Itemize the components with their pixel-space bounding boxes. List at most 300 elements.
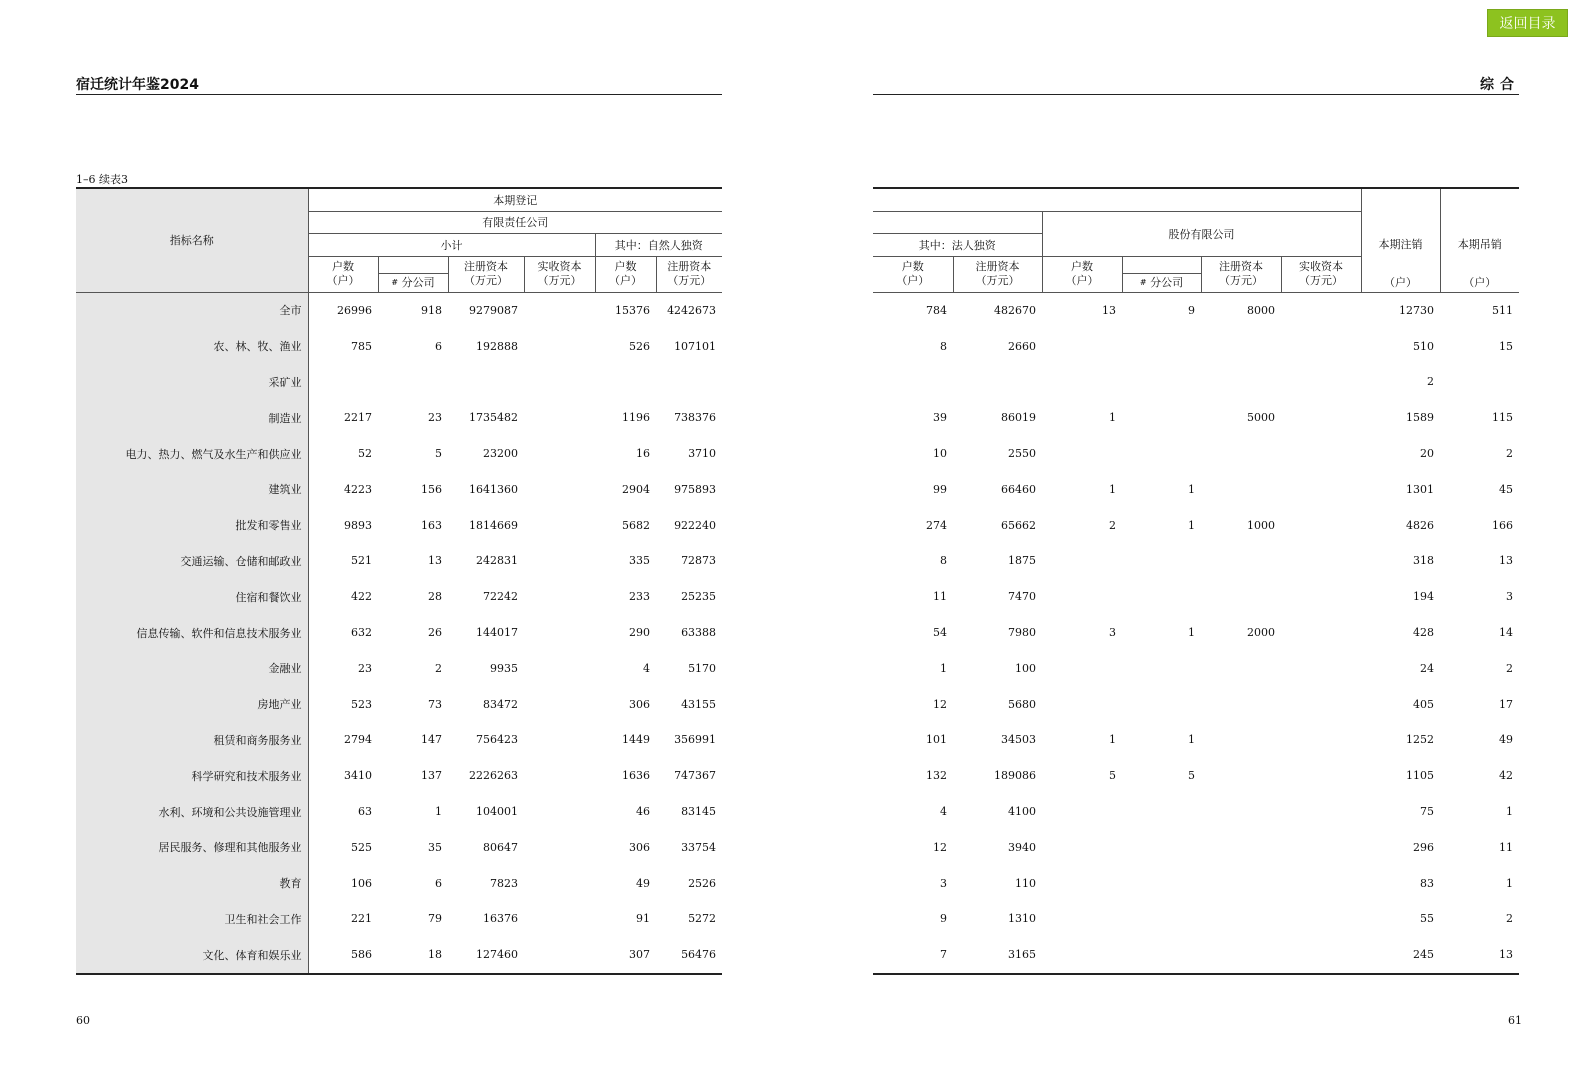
table-cell (1281, 507, 1361, 543)
table-cell (524, 471, 595, 507)
row-indicator-name: 卫生和社会工作 (76, 901, 308, 937)
table-cell: 73 (428, 697, 442, 711)
table-cell: 2217 (344, 411, 372, 425)
right-blank-cell (873, 211, 1042, 233)
table-cell: 2 (435, 661, 442, 675)
table-row (76, 400, 722, 436)
table-row (873, 364, 1519, 400)
yearbook-title: 宿迁统计年鉴2024 (76, 77, 199, 93)
table-cell: 26 (428, 626, 442, 640)
table-cell (1281, 794, 1361, 830)
table-cell (1122, 650, 1201, 686)
table-cell: 66460 (1001, 482, 1036, 496)
table-row (873, 328, 1519, 364)
table-row (873, 686, 1519, 722)
table-cell: 3165 (953, 937, 1042, 974)
table-row (76, 650, 722, 686)
table-cell (1201, 650, 1281, 686)
table-cell (1122, 400, 1201, 436)
table-cell: 11 (933, 590, 947, 604)
table-cell: 242831 (476, 554, 518, 568)
table-cell: 9 (940, 912, 947, 926)
section-title: 综合 (1480, 77, 1520, 93)
table-cell (1201, 364, 1281, 400)
table-row (873, 937, 1519, 974)
table-cell: 307 (595, 937, 656, 974)
table-cell (1122, 328, 1201, 364)
table-cell: 144017 (476, 626, 518, 640)
table-cell (1201, 794, 1281, 830)
table-cell (1042, 328, 1122, 364)
table-cell (1201, 579, 1281, 615)
table-row (873, 829, 1519, 865)
left-data-table (76, 187, 722, 975)
table-cell: 4 (940, 805, 947, 819)
table-row (76, 328, 722, 364)
table-cell: 9935 (490, 661, 518, 675)
table-cell: 747367 (674, 769, 717, 783)
period-registration-header: 本期登记 (308, 188, 722, 211)
table-cell: 12730 (1361, 292, 1440, 328)
table-cell (524, 794, 595, 830)
table-cell (1281, 686, 1361, 722)
table-cell: 1 (1109, 482, 1116, 496)
table-row (873, 865, 1519, 901)
table-cell: 83472 (483, 697, 518, 711)
table-cell (1042, 436, 1122, 472)
table-cell: 5272 (688, 912, 717, 926)
legal-capital-header: 注册资本 （万元） (953, 256, 1042, 292)
table-cell: 738376 (674, 411, 717, 425)
table-row (873, 794, 1519, 830)
row-indicator-name: 金融业 (76, 650, 308, 686)
table-cell (1281, 722, 1361, 758)
table-cell: 975893 (674, 482, 717, 496)
table-cell: 72873 (681, 554, 717, 568)
table-cell: 115 (1492, 411, 1514, 425)
table-cell: 784 (873, 292, 953, 328)
table-cell: 1589 (1406, 411, 1435, 425)
table-cell (1281, 328, 1361, 364)
row-indicator-name: 居民服务、修理和其他服务业 (76, 829, 308, 865)
table-cell: 1301 (1406, 482, 1435, 496)
table-cell: 1 (1506, 805, 1514, 819)
table-cell: 5 (435, 447, 442, 461)
table-cell (1042, 543, 1122, 579)
table-cell: 1641360 (469, 482, 518, 496)
table-cell (1042, 865, 1122, 901)
households-header: 户数 （户） (308, 256, 378, 292)
table-cell (524, 615, 595, 651)
table-cell: 1 (435, 805, 442, 819)
table-cell: 79 (428, 912, 442, 926)
table-cell: 3 (940, 876, 947, 890)
table-cell: 11 (1499, 840, 1514, 854)
table-cell (1042, 579, 1122, 615)
table-cell (1281, 471, 1361, 507)
table-cell: 1 (1188, 626, 1195, 640)
table-cell (1042, 686, 1122, 722)
table-cell (524, 901, 595, 937)
table-cell: 233 (629, 590, 650, 604)
joint-stock-header: 股份有限公司 (1042, 211, 1361, 256)
table-cell: 8 (940, 339, 947, 353)
table-cell: 5 (1188, 769, 1195, 783)
table-cell: 56476 (656, 937, 722, 974)
table-cell (595, 364, 656, 400)
table-cell: 12 (933, 697, 947, 711)
table-cell: 91 (636, 912, 650, 926)
row-indicator-name: 电力、热力、燃气及水生产和供应业 (76, 436, 308, 472)
table-cell: 5682 (622, 518, 650, 532)
table-cell: 296 (1413, 840, 1435, 854)
table-cell: 2 (1506, 912, 1514, 926)
table-cell: 1449 (622, 733, 650, 747)
table-cell: 127460 (448, 937, 524, 974)
page-number-left: 60 (76, 1014, 90, 1027)
table-cell: 632 (351, 626, 372, 640)
table-cell: 7470 (1008, 590, 1036, 604)
right-data-table (873, 187, 1519, 975)
table-cell (524, 579, 595, 615)
table-cell: 1875 (1008, 554, 1036, 568)
table-cell (524, 722, 595, 758)
table-cell: 16376 (483, 912, 518, 926)
table-row (76, 436, 722, 472)
table-cell (1042, 937, 1122, 974)
table-cell (524, 436, 595, 472)
registered-capital-header: 注册资本 （万元） (448, 256, 524, 292)
table-row (873, 722, 1519, 758)
table-cell: 2526 (688, 876, 717, 890)
table-row (76, 937, 722, 974)
table-cell: 49 (636, 876, 650, 890)
table-cell (1042, 650, 1122, 686)
row-indicator-name: 文化、体育和娱乐业 (76, 937, 308, 974)
row-indicator-name: 房地产业 (76, 686, 308, 722)
table-cell (524, 543, 595, 579)
table-cell: 132 (926, 769, 947, 783)
table-cell: 274 (926, 518, 947, 532)
table-cell: 13 (1499, 554, 1514, 568)
table-cell: 23 (358, 661, 372, 675)
row-indicator-name: 采矿业 (76, 364, 308, 400)
table-cell: 290 (629, 626, 650, 640)
table-cell: 3 (1109, 626, 1116, 640)
table-cell: 28 (428, 590, 442, 604)
table-row (873, 615, 1519, 651)
table-cell: 422 (351, 590, 372, 604)
table-cell: 106 (351, 876, 372, 890)
table-cell: 13 (1440, 937, 1519, 974)
table-cell (524, 328, 595, 364)
natural-person-sole-header: 其中：自然人独资 (595, 233, 722, 256)
table-cell: 166 (1492, 518, 1514, 532)
table-cell: 756423 (476, 733, 518, 747)
table-row (76, 686, 722, 722)
table-row (76, 722, 722, 758)
table-number: 1–6 续表3 (76, 173, 128, 186)
table-cell: 63 (358, 805, 372, 819)
table-cell: 7 (873, 937, 953, 974)
table-cell: 46 (636, 805, 650, 819)
table-cell (1201, 865, 1281, 901)
table-cell: 75 (1420, 805, 1435, 819)
table-cell: 405 (1413, 697, 1435, 711)
table-cell: 26996 (308, 292, 378, 328)
joint-paid-capital-header: 实收资本 （万元） (1281, 256, 1361, 292)
row-indicator-name: 租赁和商务服务业 (76, 722, 308, 758)
table-cell: 1 (1109, 733, 1116, 747)
table-cell: 1 (1188, 482, 1195, 496)
table-cell: 1814669 (469, 518, 518, 532)
table-row (76, 794, 722, 830)
table-cell (1201, 543, 1281, 579)
table-cell: 9279087 (448, 292, 524, 328)
table-cell: 1735482 (469, 411, 518, 425)
table-cell (1281, 579, 1361, 615)
table-cell: 221 (351, 912, 372, 926)
table-cell: 101 (926, 733, 947, 747)
table-cell: 2 (1506, 447, 1514, 461)
row-indicator-name: 制造业 (76, 400, 308, 436)
table-cell: 3940 (1008, 840, 1036, 854)
table-cell (1201, 829, 1281, 865)
table-cell (1281, 937, 1361, 974)
table-cell: 194 (1413, 590, 1435, 604)
table-cell: 5 (1109, 769, 1116, 783)
natural-households-header: 户数 （户） (595, 256, 656, 292)
table-cell: 511 (1440, 292, 1519, 328)
table-cell (1201, 937, 1281, 974)
table-cell (524, 507, 595, 543)
table-cell: 1 (1188, 733, 1195, 747)
table-cell: 4 (643, 661, 650, 675)
table-cell: 80647 (483, 840, 518, 854)
table-cell (1042, 794, 1122, 830)
legal-households-header: 户数 （户） (873, 256, 953, 292)
table-cell: 192888 (476, 339, 518, 353)
table-cell (656, 364, 722, 400)
table-cell: 356991 (674, 733, 717, 747)
table-cell: 20 (1420, 447, 1435, 461)
table-cell: 4223 (344, 482, 372, 496)
table-cell (1201, 471, 1281, 507)
table-cell: 107101 (674, 339, 717, 353)
table-cell: 2550 (1008, 447, 1036, 461)
table-cell (1281, 400, 1361, 436)
table-cell: 25235 (681, 590, 717, 604)
table-cell: 2 (1506, 661, 1514, 675)
table-cell (873, 364, 953, 400)
table-cell: 1000 (1247, 518, 1275, 532)
table-cell: 918 (378, 292, 448, 328)
table-cell: 163 (421, 518, 442, 532)
table-cell: 526 (629, 339, 650, 353)
joint-reg-capital-header: 注册资本 （万元） (1201, 256, 1281, 292)
table-cell: 335 (629, 554, 650, 568)
table-cell: 18 (378, 937, 448, 974)
table-cell (524, 364, 595, 400)
table-cell (1042, 901, 1122, 937)
table-cell (378, 364, 448, 400)
table-cell: 2794 (344, 733, 372, 747)
table-row (76, 292, 722, 328)
table-cell (524, 686, 595, 722)
table-cell (1122, 829, 1201, 865)
table-cell (524, 400, 595, 436)
table-cell: 7980 (1008, 626, 1036, 640)
revocation-header: 本期吊销 （户） (1440, 188, 1519, 292)
table-cell: 55 (1420, 912, 1435, 926)
table-cell (1122, 794, 1201, 830)
table-cell (1122, 865, 1201, 901)
row-indicator-name: 全市 (76, 292, 308, 328)
table-cell: 72242 (483, 590, 518, 604)
table-row (76, 507, 722, 543)
table-cell: 99 (933, 482, 947, 496)
table-cell (953, 364, 1042, 400)
table-row (76, 364, 722, 400)
table-row (873, 543, 1519, 579)
table-cell: 63388 (681, 626, 717, 640)
table-row (76, 615, 722, 651)
row-indicator-name: 科学研究和技术服务业 (76, 758, 308, 794)
header-rule-right (873, 94, 1519, 95)
table-cell (1122, 543, 1201, 579)
table-cell (1122, 901, 1201, 937)
table-cell (1281, 829, 1361, 865)
table-cell: 86019 (1001, 411, 1036, 425)
table-cell: 10 (933, 447, 947, 461)
table-cell: 482670 (953, 292, 1042, 328)
table-cell: 1196 (622, 411, 650, 425)
table-cell: 17 (1499, 697, 1514, 711)
table-cell: 318 (1413, 554, 1435, 568)
table-cell (1281, 650, 1361, 686)
table-cell: 83 (1420, 876, 1435, 890)
table-cell: 306 (629, 840, 650, 854)
table-cell: 14 (1499, 626, 1514, 640)
table-cell: 9893 (344, 518, 372, 532)
table-cell: 13 (428, 554, 442, 568)
table-cell: 4242673 (656, 292, 722, 328)
table-cell (1281, 615, 1361, 651)
table-cell: 5000 (1247, 411, 1275, 425)
table-cell: 510 (1413, 339, 1435, 353)
table-row (873, 579, 1519, 615)
table-cell (1281, 292, 1361, 328)
subtotal-header: 小计 (308, 233, 595, 256)
table-cell: 43155 (681, 697, 717, 711)
table-cell: 24 (1420, 661, 1435, 675)
table-cell: 1310 (1008, 912, 1036, 926)
table-cell (1122, 579, 1201, 615)
table-cell: 6 (435, 339, 442, 353)
table-cell: 34503 (1001, 733, 1036, 747)
cancellation-header: 本期注销 （户） (1361, 188, 1440, 292)
branch-header: # 分公司 (378, 256, 448, 292)
table-cell (1201, 722, 1281, 758)
indicator-header: 指标名称 (76, 188, 308, 292)
table-cell (1042, 829, 1122, 865)
table-row (873, 650, 1519, 686)
table-cell: 785 (351, 339, 372, 353)
table-cell: 13 (1042, 292, 1122, 328)
table-cell: 189086 (994, 769, 1036, 783)
table-cell: 2660 (1008, 339, 1036, 353)
table-cell: 23200 (483, 447, 518, 461)
table-cell: 306 (629, 697, 650, 711)
row-indicator-name: 住宿和餐饮业 (76, 579, 308, 615)
table-cell: 5680 (1008, 697, 1036, 711)
table-cell: 35 (428, 840, 442, 854)
table-row (76, 471, 722, 507)
table-row (873, 901, 1519, 937)
row-indicator-name: 交通运输、仓储和邮政业 (76, 543, 308, 579)
table-cell: 15 (1499, 339, 1514, 353)
table-cell: 54 (933, 626, 947, 640)
table-cell: 3710 (688, 447, 717, 461)
right-top-blank (873, 188, 1361, 211)
table-cell: 100 (1015, 661, 1036, 675)
table-row (873, 758, 1519, 794)
row-indicator-name: 批发和零售业 (76, 507, 308, 543)
table-cell: 586 (308, 937, 378, 974)
table-cell (524, 865, 595, 901)
table-cell: 2 (1109, 518, 1116, 532)
table-cell: 8 (940, 554, 947, 568)
table-row (76, 758, 722, 794)
table-cell: 2226263 (469, 769, 518, 783)
table-cell: 65662 (1001, 518, 1036, 532)
back-to-contents-button[interactable]: 返回目录 (1487, 9, 1568, 37)
table-cell: 1636 (622, 769, 650, 783)
paid-capital-header: 实收资本 （万元） (524, 256, 595, 292)
table-cell: 922240 (674, 518, 717, 532)
table-cell: 9 (1122, 292, 1201, 328)
header-rule-left (76, 94, 722, 95)
table-row (873, 400, 1519, 436)
natural-capital-header: 注册资本 （万元） (656, 256, 722, 292)
table-cell: 42 (1499, 769, 1514, 783)
table-cell: 1 (1109, 411, 1116, 425)
table-cell (1281, 543, 1361, 579)
table-cell: 521 (351, 554, 372, 568)
table-cell: 15376 (595, 292, 656, 328)
table-row (873, 436, 1519, 472)
table-cell: 4826 (1406, 518, 1435, 532)
table-cell: 525 (351, 840, 372, 854)
table-cell: 52 (358, 447, 372, 461)
table-cell (1122, 436, 1201, 472)
table-row (76, 579, 722, 615)
table-cell (448, 364, 524, 400)
legal-person-sole-header: 其中：法人独资 (873, 233, 1042, 256)
table-cell (1440, 364, 1519, 400)
llc-header: 有限责任公司 (308, 211, 722, 233)
table-cell: 49 (1499, 733, 1514, 747)
table-cell: 12 (933, 840, 947, 854)
table-cell: 83145 (681, 805, 717, 819)
table-cell: 523 (351, 697, 372, 711)
table-cell: 2000 (1247, 626, 1275, 640)
table-row (873, 507, 1519, 543)
table-row (76, 901, 722, 937)
table-cell: 8000 (1201, 292, 1281, 328)
table-cell (1281, 865, 1361, 901)
table-cell: 2904 (622, 482, 650, 496)
